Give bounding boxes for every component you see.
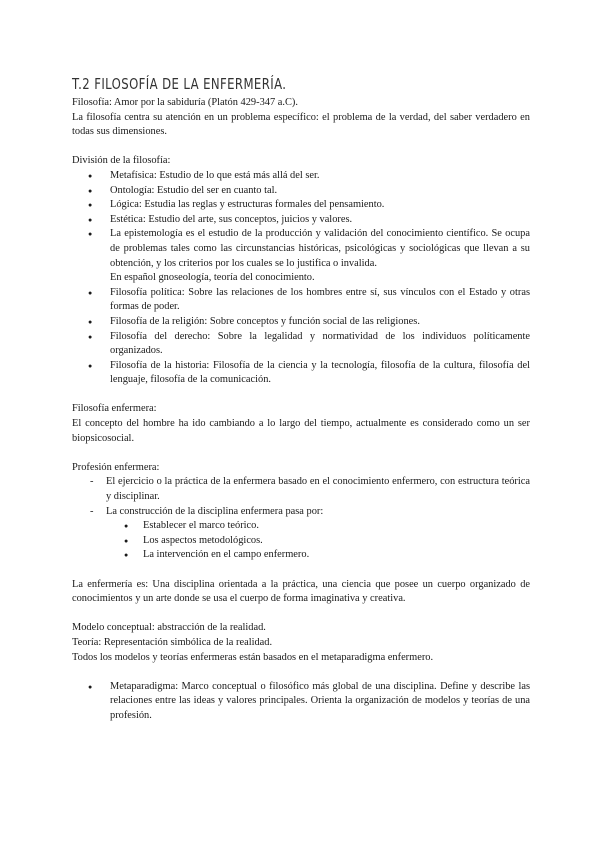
- list-item: ● Estética: Estudio del arte, sus conceptos, juicios y valores.: [72, 213, 530, 228]
- models-based-on: Todos los modelos y teorías enfermeras están basados en el metaparadigma enfermero.: [72, 651, 434, 663]
- page-title: T.2 FILOSOFÍA DE LA ENFERMERÍA.: [72, 75, 287, 93]
- list-item: ● La intervención en el campo enfermero.: [106, 548, 530, 563]
- philosophy-definition: Filosofía: Amor por la sabiduría (Platón 429-347 a.C).: [72, 97, 298, 108]
- theory: Teoría: Representación simbólica de la realidad.: [72, 636, 273, 648]
- list-item: ● Ontología: Estudio del ser en cuanto tal.: [72, 184, 530, 199]
- profession-list: [72, 475, 530, 563]
- list-item: ● La epistemología es el estudio de la producción y validación del conocimiento científico. Se ocupa de problemas tales como las circunstancias históricas, psicológicas y sociológicas que llevan a su obtención, y los criterios por los cuales se lo justifica o invalida. En español gnoseología, teoría del conocimiento.: [72, 227, 530, 285]
- profession-sublist: [106, 519, 530, 563]
- list-item: ● Los aspectos metodológicos.: [106, 534, 530, 549]
- nursing-definition: La enfermería es: Una disciplina orientada a la práctica, una ciencia que posee un cuerpo organizado de conocimientos y un arte donde se usa el cuerpo de forma imaginativa y creativa.: [72, 578, 530, 605]
- list-item: ● Filosofía del derecho: Sobre la legalidad y normatividad de los individuos políticamente organizados.: [72, 330, 530, 359]
- profession-heading: Profesión enfermera:: [72, 461, 160, 473]
- division-heading: División de la filosofía:: [72, 155, 171, 167]
- nursing-philosophy-text: El concepto del hombre ha ido cambiando a lo largo del tiempo, actualmente es considerado como un ser biopsicosocial.: [72, 418, 530, 444]
- philosophy-focus: La filosofía centra su atención en un problema específico: el problema de la verdad, del saber verdadero en todas sus dimensiones.: [72, 111, 530, 138]
- list-item: ● Establecer el marco teórico.: [106, 519, 530, 534]
- conceptual-model: Modelo conceptual: abstracción de la realidad.: [72, 622, 266, 634]
- metaparadigm-list: [72, 680, 530, 724]
- list-item: ● Metaparadigma: Marco conceptual o filosófico más global de una disciplina. Define y describe las relaciones entre las ideas y valores principales. Orienta la organización de modelos y teorías de una profesión.: [72, 680, 530, 724]
- list-item: ● Lógica: Estudia las reglas y estructuras formales del pensamiento.: [72, 198, 530, 213]
- list-item: ● Filosofía de la religión: Sobre conceptos y función social de las religiones.: [72, 315, 530, 330]
- epistemology-note: En español gnoseología, teoría del conocimiento.: [110, 272, 315, 284]
- list-item: ● Filosofía política: Sobre las relaciones de los hombres entre sí, sus vínculos con el Estado y otras formas de poder.: [72, 286, 530, 315]
- nursing-philosophy-heading: Filosofía enfermera:: [72, 403, 157, 415]
- list-item: ● Metafísica: Estudio de lo que está más allá del ser.: [72, 169, 530, 184]
- list-item: ● Filosofía de la historia: Filosofía de la ciencia y la tecnología, filosofía de la cultura, filosofía del lenguaje, filosofía de la comunicación.: [72, 359, 530, 388]
- list-item: - La construcción de la disciplina enfermera pasa por: ● Establecer el marco teórico. ● Los aspectos metodológicos. ● La intervención en el campo enfermero.: [72, 505, 530, 563]
- list-item: - El ejercicio o la práctica de la enfermera basado en el conocimiento enfermero, con estructura teórica y disciplinar.: [72, 475, 530, 504]
- division-list: [72, 169, 530, 388]
